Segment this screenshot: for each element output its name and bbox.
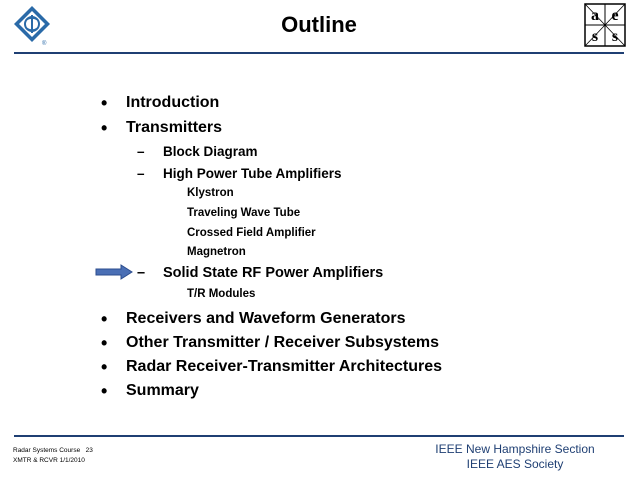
aes-letter-s2: s xyxy=(611,28,619,45)
footer-sub-line: XMTR & RCVR 1/1/2010 xyxy=(13,457,85,464)
outline-item-other-subsystems: • Other Transmitter / Receiver Subsystems xyxy=(101,333,440,353)
bullet: • xyxy=(101,309,108,329)
outline-item-receivers: • Receivers and Waveform Generators xyxy=(101,309,406,329)
dash: – xyxy=(137,144,145,159)
outline-item-introduction: • Introduction xyxy=(101,93,220,113)
outline-item-magnetron: Magnetron xyxy=(187,246,246,258)
footer-rule xyxy=(14,435,624,437)
bullet: • xyxy=(101,381,108,401)
footer-org-line1: IEEE New Hampshire Section xyxy=(435,442,595,456)
arrow-right-icon xyxy=(95,264,133,280)
dash: – xyxy=(137,166,145,181)
aes-letter-e: e xyxy=(611,7,619,24)
page-title: Outline xyxy=(281,12,357,37)
outline-item-hpta: – High Power Tube Amplifiers xyxy=(137,166,342,181)
dash: – xyxy=(137,265,146,281)
outline-item-tr-modules: T/R Modules xyxy=(187,288,256,300)
footer-organization xyxy=(420,442,610,472)
outline-item-transmitters: • Transmitters xyxy=(101,118,223,138)
outline-item-architectures: • Radar Receiver-Transmitter Architectures xyxy=(101,357,442,377)
bullet: • xyxy=(101,93,108,113)
outline-item-klystron: Klystron xyxy=(187,187,234,199)
footer-org-line2: IEEE AES Society xyxy=(466,457,564,471)
bullet: • xyxy=(101,118,108,138)
bullet: • xyxy=(101,357,108,377)
outline-item-summary: • Summary xyxy=(101,381,199,401)
bullet: • xyxy=(101,333,108,353)
outline-item-solid-state: – Solid State RF Power Amplifiers xyxy=(137,265,384,281)
aes-letter-a: a xyxy=(591,7,599,24)
aes-letter-s1: s xyxy=(591,28,599,45)
outline-item-cfa: Crossed Field Amplifier xyxy=(187,227,316,239)
outline-item-twt: Traveling Wave Tube xyxy=(187,207,301,219)
outline-item-block-diagram: – Block Diagram xyxy=(137,144,258,159)
registered-mark: ® xyxy=(42,41,47,47)
footer-course-info xyxy=(13,446,93,466)
footer-course-line: Radar Systems Course 23 xyxy=(13,447,93,454)
